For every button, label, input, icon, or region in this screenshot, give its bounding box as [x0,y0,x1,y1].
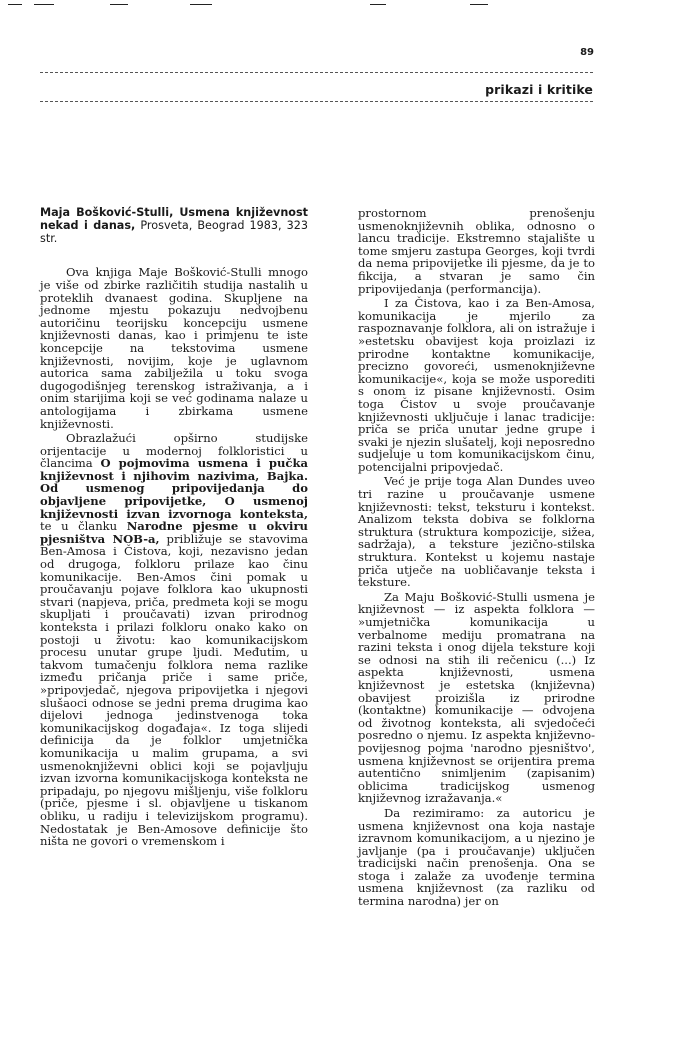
paragraph [358,297,595,473]
body-text: Za Maju Bošković-Stulli usmena je književnost — iz aspekta folklora — »umjetnička komunikacija u verbalnome mediju promatrana na razini teksta i onog dijela teksture koji se odnosi na stih ili rečenicu (...) Iz aspekta književnosti, usmena književnost je estetska (književna) obavijest proizišla iz prirodne (kontaktne) komunikacije — odvojena od životnog konteksta, ali svjedočeći posredno o njemu. Iz aspekta književno-povijesnog pojma 'narodno pjesništvo', usmena književnost se orijentira prema autentično snimljenim (zapisanim) oblicima tradicijskog usmenog književnog izražavanja.« [358,589,595,806]
bold-title-text: Narodne pjesme u okviru pjesništva NOB-a, [40,519,308,546]
right-column-body [358,207,595,908]
bold-title-text: Maja Bošković-Stulli, Usmena književnost nekad i danas, [40,206,308,232]
body-text: Već je prije toga Alan Dundes uveo tri razine u proučavanje usmene književnosti: tekst, teksturu i kontekst. Analizom teksta dobiva se folklorna struktura (struktura kompozicije, sižea, sadržaja), a teksture jezično-stilska struktura. Kontekst u kojemu nastaje priča utječe na uobličavanje teksta i teksture. [358,474,595,590]
body-text: Obrazlažući opširno studijske orijentacije u modernoj folkloristici u člancima [40,431,308,471]
body-text: Prosveta, Beograd 1983, 323 str. [40,218,309,245]
book-reference [40,207,308,245]
top-edge-rule-5 [370,4,386,5]
paragraph [40,432,308,848]
top-edge-rule-2 [34,4,54,5]
body-text: približuje se stavovima Ben-Amosa i Čistova, koji, nezavisno jedan od drugoga, folkloru prilaze kao činu komunikacije. Ben-Amos čini pomak u proučavanju pojave folklora kao ukupnosti stvari (napjeva, priča, predmeta koji se mogu skupljati i proučavati) izvan prirodnog konteksta i prilazi folkloru onako kako on postoji u životu: kao komunikacijskom procesu unutar grupe ljudi. Međutim, u takvom tumačenju folklora nema razlike između pričanja priče i same priče, »pripovjedač, njegova pripovijetka i njegovi slušaoci odnose se jedni prema drugima kao dijelovi jednoga jedinstvenoga toka komunikacijskog događaja«. Iz toga slijedi definicija da je folklor umjetnička komunikacija u malim grupama, a svi usmenoknjiževni oblici koji se pojavljuju izvan izvorna komunikacijskoga konteksta ne pripadaju, po njegovu mišljenju, više folkloru (priče, pjesme i sl. objavljene u tiskanom obliku, u radiju i televizijskom programu). Nedostatak je Ben-Amosove definicije što ništa ne govori o vremenskom i [40,531,309,849]
left-column-body [40,266,308,847]
section-title: prikazi i kritike [485,82,593,97]
top-edge-rule-1 [8,4,22,5]
body-text: prostornom prenošenju usmenoknjiževnih oblika, odnosno o lancu tradicije. Ekstremno stajalište u tome smjeru zastupa Georges, koji tvrdi da nema pripovijetke ili pjesme, da je to fikcija, a stvaran je samo čin pripovijedanja (performancija). [358,206,595,296]
body-text: I za Čistova, kao i za Ben-Amosa, komunikacija je mjerilo za raspoznavanje folklora, ali on istražuje i »estetsku obavijest koja proizlazi iz prirodne kontaktne komunikacije, precizno govoreći, usmenoknjiževne komunikacije«, koja se može usporediti s onom iz pisane književnosti. Osim toga Čistov u svoje proučavanje književnosti uključuje i lanac tradicije: priča se priča unutar jedne grupe i svaki je njezin slušatelj, koji neposredno sudjeluje u tom komunikacijskom činu, potencijalni pripovjedač. [358,296,595,474]
header-rule-lower [40,101,593,102]
body-text: Ova knjiga Maje Bošković-Stulli mnogo je više od zbirke različitih studija nastalih u proteklih dvanaest godina. Skupljene na jednome mjestu pokazuju nedvojbenu autoričinu teorijsku koncepciju usmene književnosti danas, kao i primjenu te iste koncepcije na tekstovima usmene književnosti, novijim, koje je uglavnom autorica sama zabilježila u toku svoga dugogodišnjeg terenskog istraživanja, a i onim starijima koji se već godinama nalaze u antologijama i zbirkama usmene književnosti. [40,265,308,431]
left-column [40,207,308,848]
paragraph [358,207,595,295]
right-column [358,207,595,908]
header-rule-upper [40,72,593,73]
top-edge-rule-4 [190,4,212,5]
page-number: 89 [580,47,594,58]
top-edge-rule-3 [110,4,128,5]
paragraph [40,266,308,430]
top-edge-rule-6 [470,4,488,5]
paragraph [358,475,595,588]
paragraph [358,807,595,908]
paragraph [358,591,595,805]
body-text: te u članku [40,519,127,534]
body-text: Da rezimiramo: za autoricu je usmena književnost ona koja nastaje izravnom komunikacijom, a u njezino je javljanje (pa i proučavanje) uključen tradicijski način prenošenja. Ona se stoga i zalaže za uvođenje termina usmena književnost (za razliku od termina narodna) jer on [358,805,595,909]
bold-title-text: O pojmovima usmena i pučka književnost i njihovim nazivima, Bajka. Od usmenog pripovijedanja do objavljene pripovijetke, O usmenoj književnosti izvan izvornoga konteksta, [40,456,309,521]
